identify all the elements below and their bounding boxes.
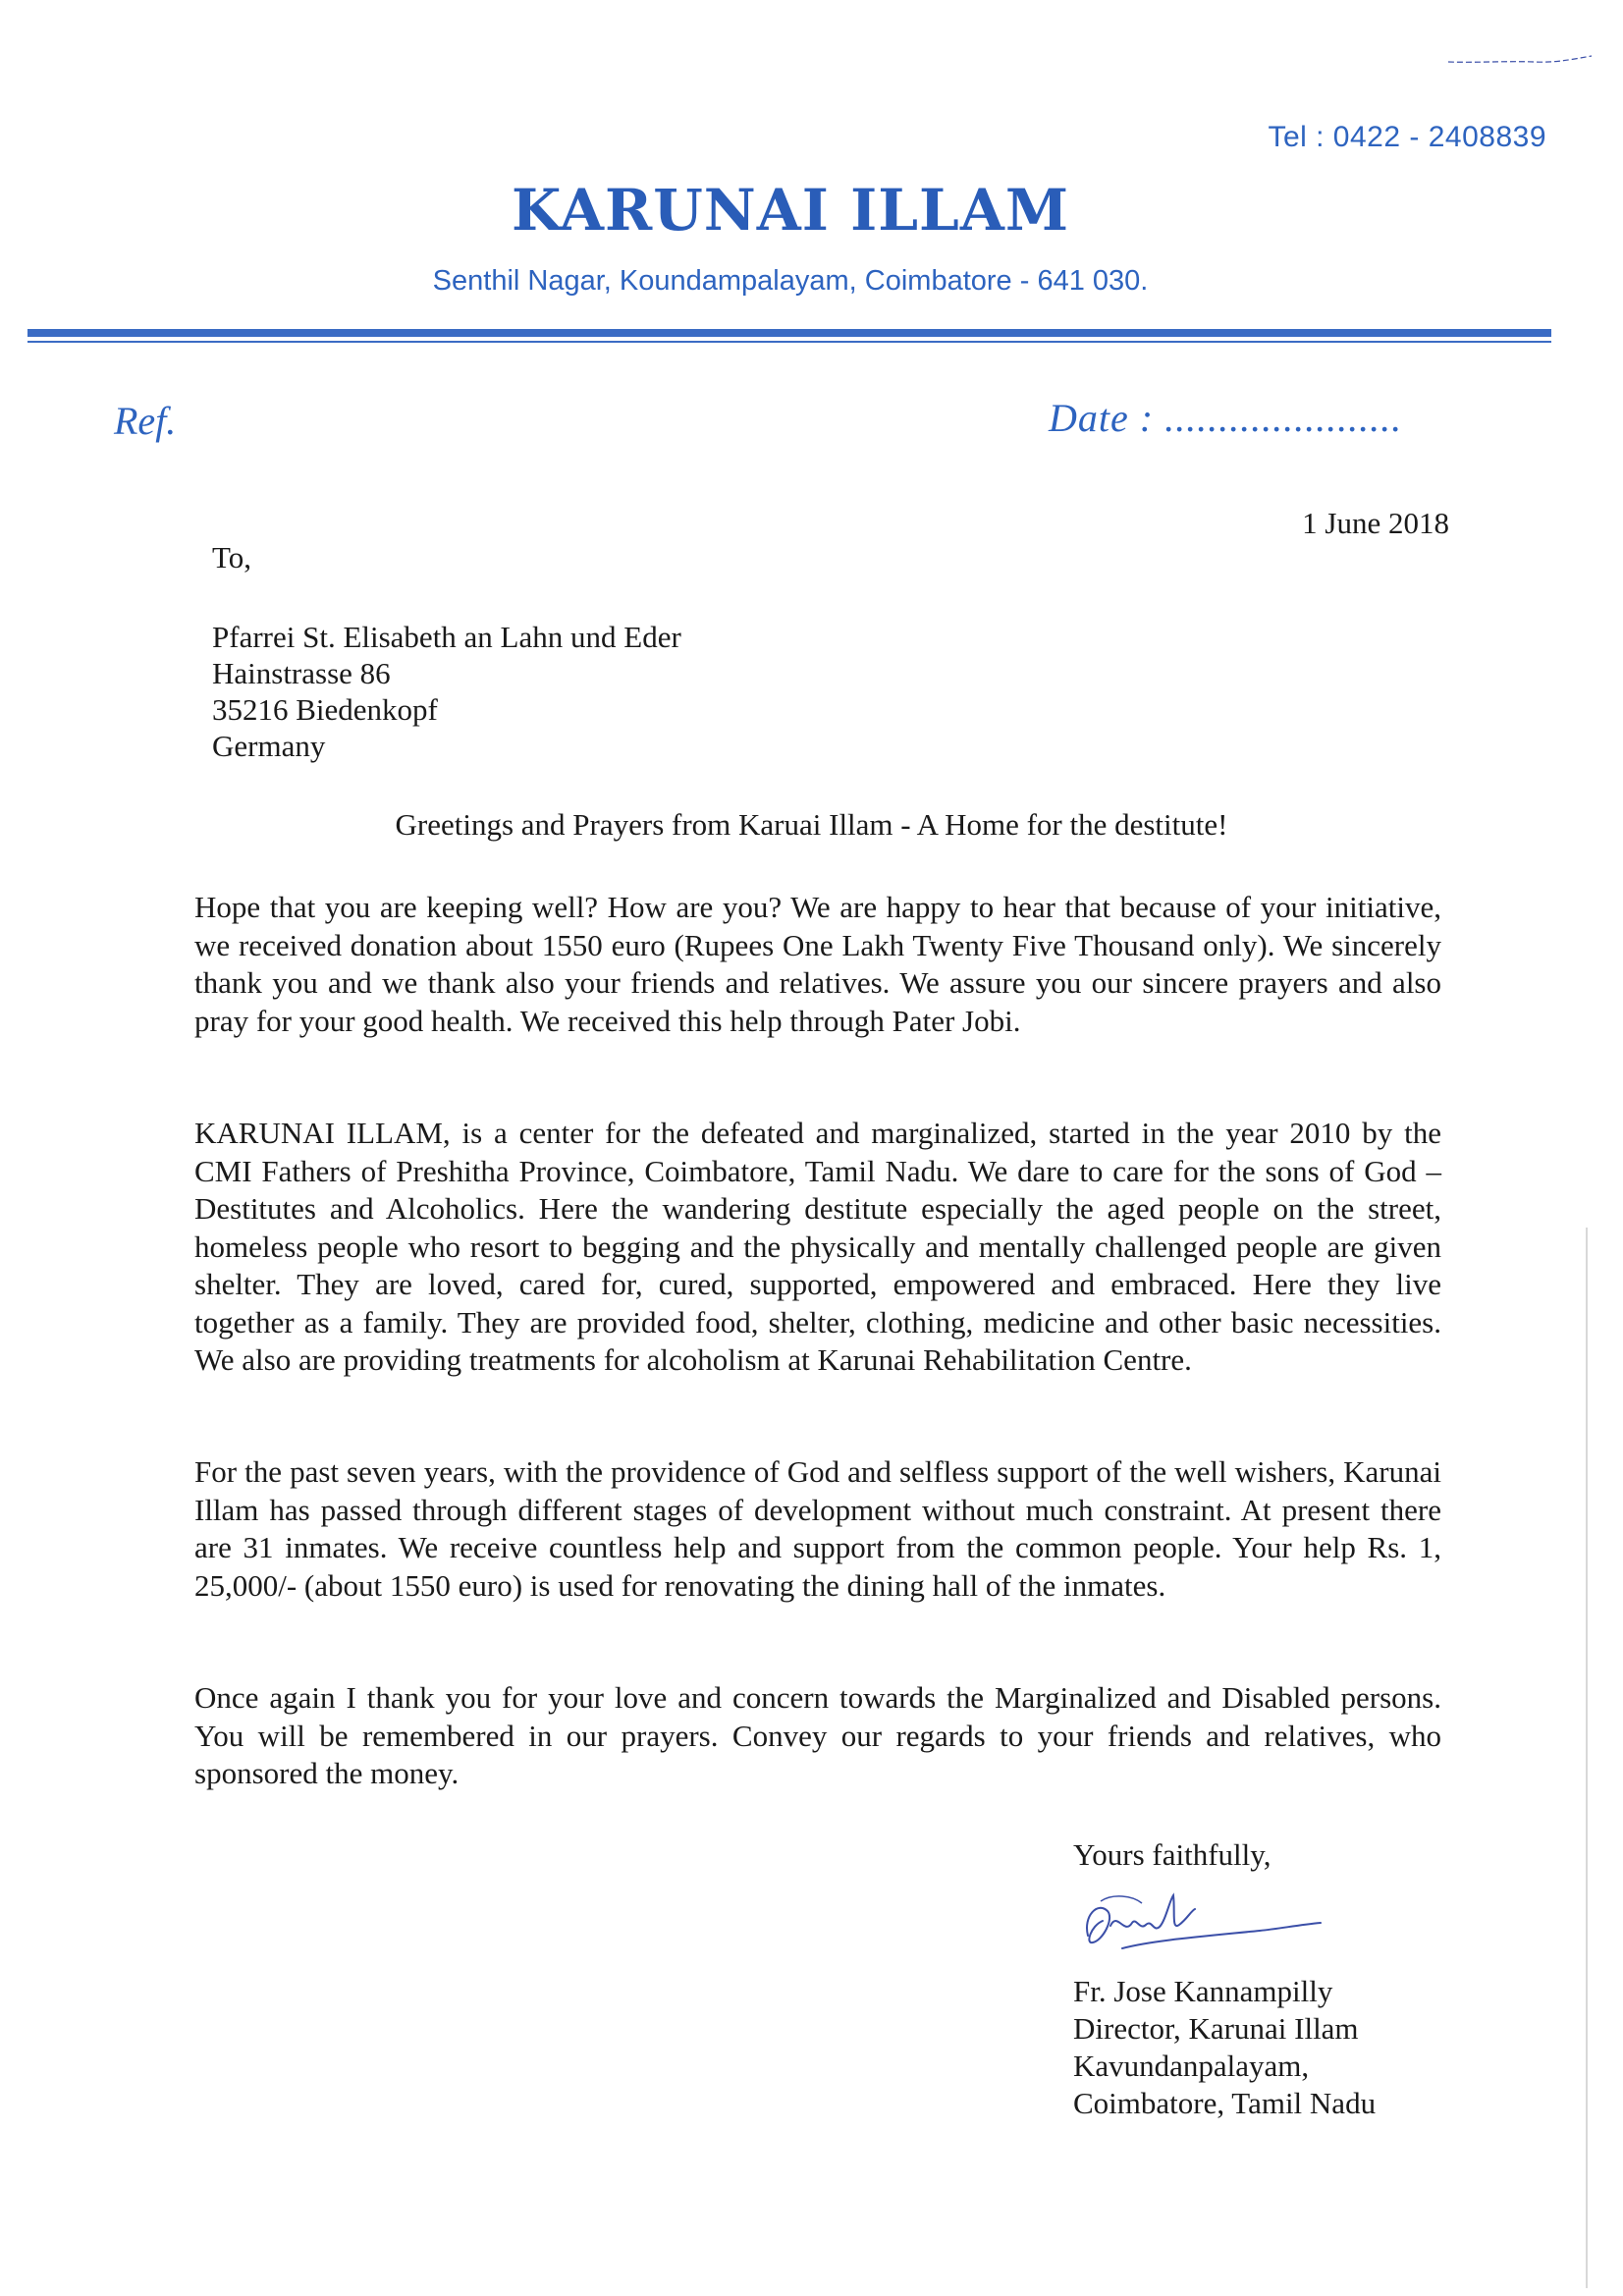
telephone-number: Tel : 0422 - 2408839 bbox=[1268, 121, 1546, 153]
recipient-line: Germany bbox=[212, 729, 326, 763]
signatory-line: Fr. Jose Kannampilly bbox=[1073, 1974, 1333, 2008]
signatory-details bbox=[1073, 1973, 1376, 2122]
recipient-address bbox=[212, 619, 681, 764]
date-label: Date : ...................... bbox=[1049, 396, 1403, 440]
letterhead-divider-thin bbox=[27, 341, 1551, 343]
organization-address: Senthil Nagar, Koundampalayam, Coimbatore - 641 030. bbox=[432, 265, 1149, 297]
signatory-line: Kavundanpalayam, bbox=[1073, 2049, 1310, 2083]
body-paragraph: Hope that you are keeping well? How are you? We are happy to hear that because of your initiative, we received donation about 1550 euro (Rupees One Lakh Twenty Five Thousand only). We sincerely thank you and we thank also your friends and relatives. We assure you our sincere prayers and also pray for your good health. We received this help through Pater Jobi. bbox=[194, 890, 1441, 1038]
signature-block bbox=[1073, 1836, 1376, 2122]
body-paragraph: KARUNAI ILLAM, is a center for the defeated and marginalized, started in the year 2010 by the CMI Fathers of Preshitha Province, Coimbatore, Tamil Nadu. We dare to care for the sons of God – Destitutes and Alcoholics. Here the wandering destitute especially the aged people on the street, homeless people who resort to begging and the physically and mentally challenged people are given shelter. They are loved, cared for, cured, supported, empowered and embraced. Here they live together as a family. They are provided food, shelter, clothing, medicine and other basic necessities. We also are providing treatments for alcoholism at Karunai Rehabilitation Centre. bbox=[194, 1116, 1441, 1377]
body-paragraph: Once again I thank you for your love and concern towards the Marginalized and Disabled persons. You will be remembered in our prayers. Convey our regards to your friends and relatives, who sponsored the money. bbox=[194, 1680, 1441, 1790]
signature-icon bbox=[1063, 1882, 1328, 1970]
signatory-line: Coimbatore, Tamil Nadu bbox=[1073, 2086, 1377, 2120]
to-line: To, bbox=[212, 540, 252, 574]
recipient-line: Pfarrei St. Elisabeth an Lahn und Eder bbox=[212, 620, 681, 654]
recipient-line: 35216 Biedenkopf bbox=[212, 692, 438, 727]
scan-edge bbox=[1586, 1228, 1588, 2288]
corner-mark bbox=[1446, 54, 1594, 66]
letterhead-divider bbox=[27, 329, 1551, 337]
body-paragraph: For the past seven years, with the providence of God and selfless support of the well wishers, Karunai Illam has passed through different stages of development without much constraint. At present there are 31 inmates. We receive countless help and support from the common people. Your help Rs. 1, 25,000/- (about 1550 euro) is used for renovating the dining hall of the inmates. bbox=[194, 1454, 1441, 1603]
recipient-line: Hainstrasse 86 bbox=[212, 656, 391, 690]
closing-line: Yours faithfully, bbox=[1073, 1837, 1271, 1872]
ref-label: Ref. bbox=[114, 399, 177, 443]
greeting-line: Greetings and Prayers from Karuai Illam - A Home for the destitute! bbox=[395, 807, 1228, 842]
letter-date: 1 June 2018 bbox=[1302, 506, 1449, 540]
signatory-line: Director, Karunai Illam bbox=[1073, 2011, 1359, 2046]
organization-name: KARUNAI ILLAM bbox=[511, 177, 1070, 244]
